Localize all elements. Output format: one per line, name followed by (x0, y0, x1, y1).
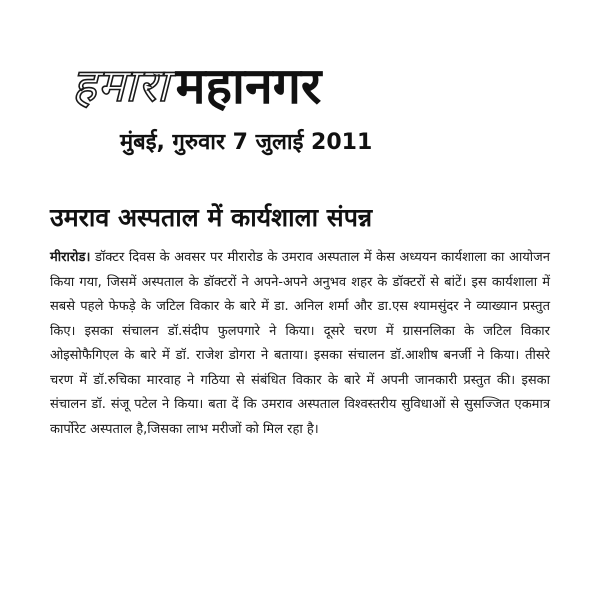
masthead-hamara: हमारा (72, 58, 170, 112)
article-headline: उमराव अस्पताल में कार्यशाला संपन्न (50, 203, 373, 232)
article-body-text: डॉक्टर दिवस के अवसर पर मीरारोड के उमराव अस्पताल में केस अध्ययन कार्यशाला का आयोजन किया गया, जिसमें अस्पताल के डॉक्टरों ने अपने-अपने अनुभव शहर के डॉक्टरों से बांटें। इस कार्यशाला में सबसे पहले फेफड़े के जटिल विकार के बारे में डा. अनिल शर्मा और डा.एस श्यामसुंदर ने व्याख्यान प्रस्तुत किए। इसका संचालन डॉ.संदीप फुलपगारे ने किया। दूसरे चरण में ग्रासनलिका के जटिल विकार ओइसोफैगिएल के बारे में डॉ. राजेश डोगरा ने बताया। इसका संचालन डॉ.आशीष बनर्जी ने किया। तीसरे चरण में डॉ.रुचिका मारवाह ने गठिया से संबंधित विकार के बारे में अपनी जानकारी प्रस्तुत की। इसका संचालन डॉ. संजू पटेल ने किया। बता दें कि उमराव अस्पताल विश्वस्तरीय सुविधाओं से सुसज्जित एकमात्र कार्पोरेट अस्पताल है,जिसका लाभ मरीजों को मिल रहा है। (50, 250, 550, 437)
newspaper-masthead (72, 50, 542, 120)
publication-dateline: मुंबई, गुरुवार 7 जुलाई 2011 (120, 130, 373, 155)
masthead-mahanagar: महानगर (175, 57, 322, 115)
article-location-lead: मीरारोड। (50, 250, 91, 265)
article-body (50, 246, 550, 442)
